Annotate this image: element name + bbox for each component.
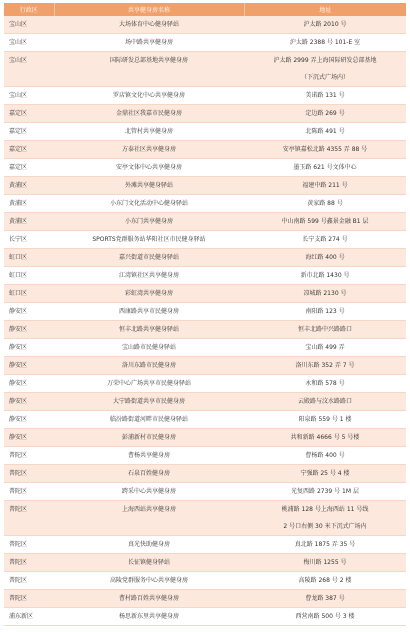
address-line: 美诺路 131 号 [305, 92, 345, 99]
table-row [4, 536, 406, 554]
cell-address [244, 447, 406, 465]
table-row [4, 87, 406, 105]
cell-address [244, 213, 406, 231]
cell-gym-name: 上海西站共享健身房 [54, 501, 244, 536]
cell-gym-name: 西康路共享市民健身房 [54, 303, 244, 321]
cell-gym-name: 高陵党群服务中心共享健身房 [54, 572, 244, 590]
cell-district: 虹口区 [4, 267, 54, 285]
cell-district: 嘉定区 [4, 141, 54, 159]
cell-address [244, 249, 406, 267]
cell-address [244, 572, 406, 590]
address-line: 桃浦路 128 号上海西站 11 号线 [281, 506, 369, 513]
table-row [4, 321, 406, 339]
cell-district: 静安区 [4, 357, 54, 375]
cell-gym-name: 方泰社区共享健身房 [54, 141, 244, 159]
cell-gym-name: 曹杨共享健身房 [54, 447, 244, 465]
cell-district: 长宁区 [4, 231, 54, 249]
cell-gym-name: 安亭文体中心共享健身房 [54, 159, 244, 177]
cell-district: 黄浦区 [4, 195, 54, 213]
table-body [4, 16, 406, 626]
cell-address [244, 285, 406, 303]
cell-address [244, 52, 406, 87]
header-district: 行政区 [4, 3, 54, 16]
cell-district: 嘉定区 [4, 159, 54, 177]
cell-address [244, 608, 406, 626]
address-line: 沪太路 2010 号 [303, 21, 347, 28]
table-row [4, 16, 406, 34]
cell-district: 普陀区 [4, 465, 54, 483]
cell-address [244, 536, 406, 554]
table-row [4, 141, 406, 159]
cell-gym-name: 大场体育中心健身驿站 [54, 16, 244, 34]
address-line: 安亭镇嘉松北路 4355 弄 88 号 [282, 146, 368, 153]
cell-address [244, 554, 406, 572]
table-row [4, 411, 406, 429]
address-line: 南阳路 123 号 [305, 308, 345, 315]
cell-gym-name: 小东门共享健身房 [54, 213, 244, 231]
address-line: 洛川东路 352 弄 7 号 [295, 362, 355, 369]
table-row [4, 285, 406, 303]
table-row [4, 231, 406, 249]
address-line: 沪太路 2388 号 101-E 室 [289, 39, 361, 46]
cell-address [244, 123, 406, 141]
cell-district: 静安区 [4, 303, 54, 321]
cell-district: 静安区 [4, 393, 54, 411]
cell-gym-name: 临汾路街道河畔市民健身驿站 [54, 411, 244, 429]
cell-gym-name: 宝山路市民健身驿站 [54, 339, 244, 357]
cell-district: 宝山区 [4, 87, 54, 105]
table-row [4, 429, 406, 447]
table-row [4, 177, 406, 195]
cell-district: 黄浦区 [4, 213, 54, 231]
cell-address [244, 231, 406, 249]
table-row [4, 465, 406, 483]
cell-address [244, 465, 406, 483]
cell-address [244, 339, 406, 357]
table-row [4, 303, 406, 321]
cell-address [244, 483, 406, 501]
cell-gym-name: 万荣中心广场共享市民健身驿站 [54, 375, 244, 393]
cell-district: 普陀区 [4, 536, 54, 554]
address-line: 阳泉路 559 号 1 楼 [298, 416, 352, 423]
cell-address [244, 141, 406, 159]
cell-district: 普陀区 [4, 554, 54, 572]
address-line: 云殿路与汶水路路口 [297, 398, 352, 405]
cell-gym-name: 恒丰北路共享健身驿站 [54, 321, 244, 339]
cell-district: 普陀区 [4, 447, 54, 465]
header-address: 地址 [244, 3, 406, 16]
address-line: 海红路 400 号 [305, 254, 345, 261]
cell-district: 静安区 [4, 321, 54, 339]
address-line: 沪太路 2999 弄上海国际研发总部基地 [273, 57, 377, 64]
address-line: （下沉式广场内） [300, 74, 349, 81]
address-line: 墨玉路 621 号文体中心 [293, 164, 357, 171]
cell-district: 普陀区 [4, 572, 54, 590]
table-row [4, 447, 406, 465]
cell-gym-name: 真光快助健身房 [54, 536, 244, 554]
table-row [4, 105, 406, 123]
address-line: 宝山路 499 弄 [305, 344, 345, 351]
address-line: 真北路 1875 弄 35 号 [294, 541, 356, 548]
table-row [4, 357, 406, 375]
table-row [4, 159, 406, 177]
table-row [4, 483, 406, 501]
table-row [4, 52, 406, 87]
cell-gym-name: 彭浦新村市民健身房 [54, 429, 244, 447]
cell-address [244, 159, 406, 177]
cell-gym-name: 石泉百姓健身房 [54, 465, 244, 483]
cell-district: 浦东新区 [4, 608, 54, 626]
cell-address [244, 321, 406, 339]
cell-address [244, 303, 406, 321]
cell-gym-name: 嘉兴街道市民健身驿站 [54, 249, 244, 267]
gym-table [4, 3, 406, 626]
cell-address [244, 357, 406, 375]
table-row [4, 501, 406, 536]
address-line: 曹龙路 387 号 [305, 595, 345, 602]
address-line: 凉城路 2130 号 [303, 290, 347, 297]
cell-gym-name: 小东门文化活动中心健身驿站 [54, 195, 244, 213]
table-row [4, 572, 406, 590]
address-line: 北陈路 491 号 [305, 128, 345, 135]
address-line: 曹杨路 400 号 [305, 452, 345, 459]
cell-address [244, 267, 406, 285]
address-line: 高陵路 268 号 2 楼 [298, 577, 352, 584]
cell-gym-name: 国际研发总部基地共享健身房 [54, 52, 244, 87]
address-line: 共和新路 4666 号 5 号楼 [290, 434, 360, 441]
address-line: 恒丰北路中兴路路口 [297, 326, 352, 333]
table-row [4, 267, 406, 285]
cell-address [244, 429, 406, 447]
cell-gym-name: 罗店镇文化中心共享健身房 [54, 87, 244, 105]
table-row [4, 554, 406, 572]
table-row [4, 195, 406, 213]
address-line: 2 号口右侧 30 米下沉式广场内 [283, 523, 367, 530]
cell-gym-name: 洛川东路市民健身房 [54, 357, 244, 375]
cell-address [244, 34, 406, 52]
cell-gym-name: 彩虹湾共享健身房 [54, 285, 244, 303]
cell-gym-name: 金鼎社区我嘉市民健身房 [54, 105, 244, 123]
address-line: 梅川路 1255 号 [303, 559, 347, 566]
cell-address [244, 501, 406, 536]
cell-gym-name: 杨思新东里共享健身房 [54, 608, 244, 626]
address-line: 中山南路 599 号鑫景金融 B1 层 [281, 218, 369, 225]
cell-address [244, 393, 406, 411]
address-line: 永和路 578 号 [305, 380, 345, 387]
cell-district: 静安区 [4, 339, 54, 357]
header-name: 共享健身房名称 [54, 3, 244, 16]
cell-address [244, 411, 406, 429]
cell-gym-name: 跨采中心共享健身房 [54, 483, 244, 501]
cell-gym-name: 外滩共享健身驿站 [54, 177, 244, 195]
cell-district: 虹口区 [4, 249, 54, 267]
cell-district: 宝山区 [4, 52, 54, 87]
address-line: 光复西路 2739 号 1M 层 [291, 488, 359, 495]
cell-district: 宝山区 [4, 34, 54, 52]
address-line: 黄家路 88 号 [307, 200, 343, 207]
table-row [4, 249, 406, 267]
cell-address [244, 177, 406, 195]
cell-district: 虹口区 [4, 285, 54, 303]
table-row [4, 34, 406, 52]
cell-address [244, 105, 406, 123]
cell-address [244, 375, 406, 393]
cell-district: 黄浦区 [4, 177, 54, 195]
address-line: 长宁支路 274 号 [302, 236, 348, 243]
page [0, 3, 410, 632]
address-line: 定边路 269 号 [305, 110, 345, 117]
cell-gym-name: SPORTS党群服务站华阳社区市民健身驿站 [54, 231, 244, 249]
cell-address [244, 16, 406, 34]
cell-gym-name: 曹村路百姓共享健身房 [54, 590, 244, 608]
cell-address [244, 195, 406, 213]
cell-gym-name: 大宁路街道共享市民健身房 [54, 393, 244, 411]
table-row [4, 393, 406, 411]
table-row [4, 123, 406, 141]
cell-gym-name: 北管村共享健身房 [54, 123, 244, 141]
table-header-row [4, 3, 406, 16]
cell-gym-name: 长征镇健身驿站 [54, 554, 244, 572]
cell-address [244, 590, 406, 608]
cell-gym-name: 场中路共享健身房 [54, 34, 244, 52]
cell-district: 普陀区 [4, 501, 54, 536]
cell-district: 静安区 [4, 429, 54, 447]
cell-address [244, 87, 406, 105]
address-line: 福建中路 211 号 [302, 182, 348, 189]
cell-district: 宝山区 [4, 16, 54, 34]
cell-district: 普陀区 [4, 483, 54, 501]
table-row [4, 590, 406, 608]
cell-district: 普陀区 [4, 590, 54, 608]
address-line: 宁强路 25 号 4 楼 [300, 470, 350, 477]
cell-gym-name: 江湾镇社区共享健身房 [54, 267, 244, 285]
address-line: 新市北路 1430 号 [300, 272, 350, 279]
cell-district: 静安区 [4, 375, 54, 393]
table-row [4, 213, 406, 231]
table-row [4, 339, 406, 357]
cell-district: 静安区 [4, 411, 54, 429]
table-row [4, 608, 406, 626]
address-line: 西营南路 500 号 3 楼 [295, 613, 355, 620]
cell-district: 嘉定区 [4, 123, 54, 141]
cell-district: 嘉定区 [4, 105, 54, 123]
table-row [4, 375, 406, 393]
